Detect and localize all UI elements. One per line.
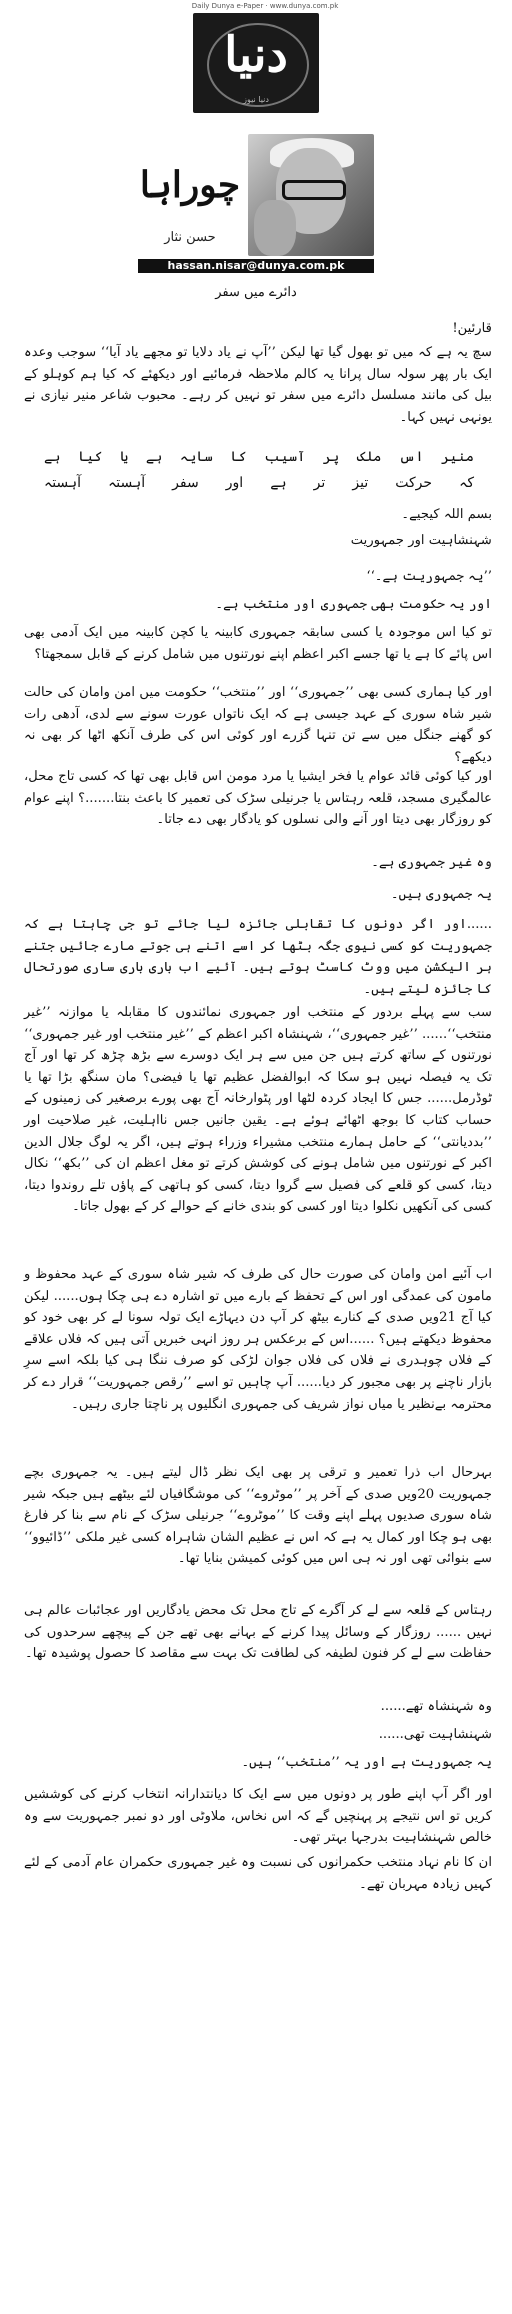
statement-line: وہ غیر جمہوری ہے۔ (371, 855, 492, 870)
photo-hand (254, 200, 296, 256)
newspaper-masthead (193, 13, 319, 113)
photo-glasses (282, 180, 346, 200)
newspaper-logo: دنیا (224, 27, 288, 83)
quote-line: ’’یہ جمہوریت ہے۔‘‘ (366, 569, 492, 584)
paragraph-8: بہرحال اب ذرا تعمیر و ترقی پر بھی ایک نظر ڈال لیتے ہیں۔ یہ جمہوری بچے جمہوریت 20ویں صدی کے آخر پر ’’موٹروے‘‘ کی موشگافیاں لئے بیٹھے ہیں جبکہ شیر شاہ سوری صدیوں پہلے اپنے وقت کا ’’موٹروے‘‘ جرنیلی سڑک کے نام سے بنا کر فارغ بھی ہو چکا اور کمال یہ ہے کہ اس نے عظیم الشان شاہراہ کسی غیر ملکی ’’ڈائیوو‘‘ سے بنوائی تھی اور نہ ہی اس میں کوئی کمیشن بنایا تھا۔ (24, 1465, 492, 1567)
author-photo (248, 134, 374, 256)
article-title: دائرے میں سفر (215, 285, 297, 300)
statement-line: شہنشاہیت تھی...... (378, 1727, 492, 1742)
paragraph-6: سب سے پہلے بردور کے منتخب اور جمہوری نمائندوں کا مقابلہ یا موازنہ ’’غیر منتخب‘‘...... ’’غیر جمہوری‘‘، شہنشاہ اکبر اعظم کے ’’غیر منتخب اور غیر جمہوری‘‘ نورتنوں کے ساتھ کرتے ہیں جن میں سے ہر ایک دوسرے سے بڑھ چڑھ کر تھا اور آج تک یہ فیصلہ نہیں ہو سکا کہ ابوالفضل عظیم تھا یا فیضی؟ مان سنگھ بڑا تھا یا ٹوڈرمل...... جس کا ایجاد کردہ لٹھا اور پٹوارخانہ آج بھی پورے برصغیر کی زمینوں کے حساب کتاب کا بوجھ اٹھائے ہوئے ہے۔ یقین جانیں جس نااہلیت، غیر صلاحیت اور ’’بددیانتی‘‘ کے حامل ہمارے منتخب مشیراء وزراء ہوتے ہیں، اگر یہ لوگ جلال الدین اکبر کے نورتنوں میں شامل ہونے کی کوشش کرتے تو مغل اعظم ان کی ’’بکھ‘‘ نکال دیتا، کسی کو قلعے کی فصیل سے گروا دیتا، کسی کو ہاتھی کے پاؤں تلے روندوا دیتا، کسی کی آنکھیں نکلوا دیتا اور کسی کو بندی خانے کے حوالے کر کے بھول جاتا۔ (24, 1005, 492, 1215)
page-url-text: Daily Dunya e-Paper · www.dunya.com.pk (191, 2, 339, 10)
column-header (138, 134, 374, 256)
statement-line: یہ جمہوریت ہے اور یہ ’’منتخب‘‘ ہیں۔ (241, 1755, 492, 1770)
paragraph-1: سچ یہ ہے کہ میں تو بھول گیا تھا لیکن ’’آپ نے یاد دلایا تو مجھے یاد آیا‘‘ سوجب وعدہ ایک بار پھر سولہ سال پرانا یہ کالم ملاحظہ فرمائیے اور دیکھئے کہ کیا ہم کوہلو کے بیل کی مانند مسلسل دائرے میں سفر تو نہیں کر رہے۔ محبوب شاعر منیر نیازی نے یونہی نہیں کہا۔ (24, 345, 492, 425)
verse-line-2: کہ حرکت تیز تر ہے اور سفر آہستہ آہستہ (44, 475, 474, 491)
greeting: قارئین! (452, 321, 492, 336)
statement-line: وہ شہنشاہ تھے...... (380, 1699, 492, 1714)
paragraph-10: اور اگر آپ اپنے طور پر دونوں میں سے ایک کا دیانتدارانہ انتخاب کرنے کی کوششیں کریں تو اس نتیجے پر پہنچیں گے کہ اس نخاس، ملاوٹی اور دو نمبر جمہوریت سے وہ خالص شہنشاہیت بدرجہا بہتر تھی۔ (24, 1787, 492, 1846)
paragraph-2: تو کیا اس موجودہ یا کسی سابقہ جمہوری کابینہ یا کچن کابینہ میں ایک آدمی بھی اس پائے کا ہے یا تھا جسے اکبر اعظم اپنے نورتنوں میں شامل کرنے کے قابل سمجھتا؟ (24, 625, 492, 662)
bismillah-line: بسم اللہ کیجیے۔ (401, 507, 492, 522)
column-name: چوراہا (139, 164, 241, 206)
statement-line: یہ جمہوری ہیں۔ (390, 887, 492, 902)
paragraph-3: اور کیا ہماری کسی بھی ’’جمہوری‘‘ اور ’’منتخب‘‘ حکومت میں امن وامان کی حالت شیر شاہ سوری کے عہد جیسی ہے کہ ایک ناتواں عورت سونے سے لدی، آدھی رات کو گھنے جنگل میں سے تن تنہا گزرے اور کوئی اس کی طرف آنکھ اٹھا کر بھی نہ دیکھے؟ (24, 685, 492, 765)
paragraph-5: ......اور اگر دونوں کا تقابلی جائزہ لیا جائے تو جی چاہتا ہے کہ جمہوریت کو کسی نیوی جگہ بٹھا کر اسے اتنے ہی جوتے مارے جائیں جتنے ہر الیکشن میں ووٹ کاسٹ ہوتے ہیں۔ آئیے اب باری باری ساری صورتحال کا جائزہ لیتے ہیں۔ (24, 917, 492, 997)
subheading-line: شہنشاہیت اور جمہوریت (350, 533, 492, 548)
paragraph-4: اور کیا کوئی قائد عوام یا فخر ایشیا یا مرد مومن اس قابل بھی تھا کہ کسی تاج محل، عالمگیری مسجد، قلعہ رہتاس یا جرنیلی سڑک کی تعمیر کا باعث بنتا.......؟ اپنے عوام کو روزگار بھی دیتا اور آنے والی نسلوں کو یادگار بھی دے جاتا۔ (24, 769, 492, 828)
author-name: حسن نثار (164, 230, 216, 245)
paragraph-11: ان کا نام نہاد منتخب حکمرانوں کی نسبت وہ غیر جمہوری حکمران عام آدمی کے لئے کہیں زیادہ مہربان تھے۔ (24, 1855, 492, 1892)
logo-subtext: دنیا نیوز (243, 95, 269, 104)
paragraph-9: رہتاس کے قلعہ سے لے کر آگرے کے تاج محل تک محض یادگاریں اور عجائبات عالم ہی نہیں ...... روزگار کے وسائل پیدا کرنے کے بہانے بھی تھے جن کے پیچھے سرحدوں کی حفاظت سے لے کر فنون لطیفہ کی لطافت تک بہت سے مقاصد کا حصول پوشیدہ تھا۔ (24, 1603, 492, 1662)
verse-line-1: منیر اس ملک پر آسیب کا سایہ ہے یا کیا ہے (44, 449, 474, 465)
author-email[interactable]: hassan.nisar@dunya.com.pk (138, 259, 374, 273)
statement-line: اور یہ حکومت بھی جمہوری اور منتخب ہے۔ (215, 597, 492, 612)
paragraph-7: اب آئیے امن وامان کی صورت حال کی طرف کہ شیر شاہ سوری کے عہد محفوظ و مامون کی عمدگی اور اس کے تحفظ کے بارے میں تو اشارہ دے ہی چکا ہوں...... لیکن کیا آج 21ویں صدی کے کنارے بیٹھ کر آپ دن دیہاڑے ایک تولہ سونا لے کر بھی خود کو محفوظ دیکھتے ہیں؟ ......اس کے برعکس ہر روز انہی خبریں آتی ہیں کہ فلاں علاقے کے فلاں چوہدری نے فلاں کی فلاں جوان لڑکی کو صرف ننگا ہی کیا بلکہ اسے سرِ بازار ناچنے پر بھی مجبور کر دیا...... آپ چاہیں تو اسے ’’رقص جمہوریت‘‘ قرار دے کر محترمہ بےنظیر یا میاں نواز شریف کی جمہوری انگلیوں پر ناچتا جاری رہیں۔ (24, 1267, 492, 1412)
